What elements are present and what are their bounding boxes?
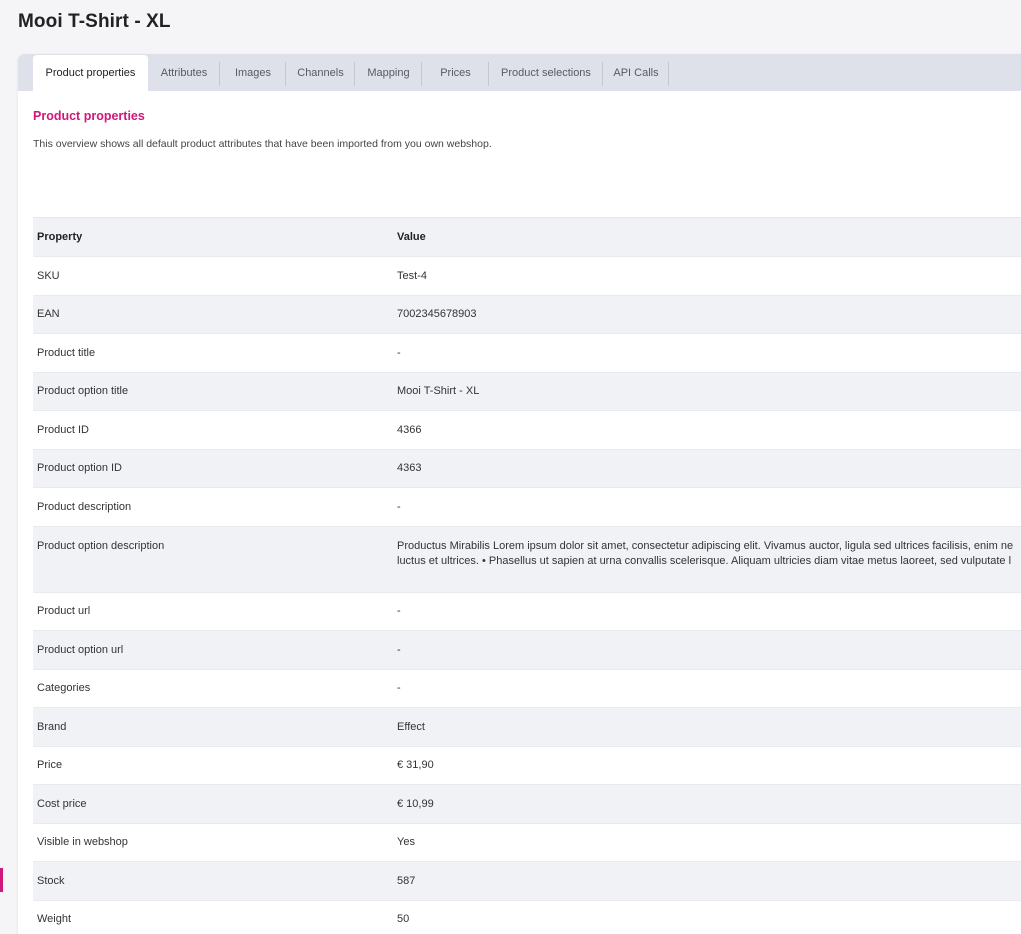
table-row [33,372,1021,411]
tab-bar [18,54,1021,91]
tab-attributes[interactable]: Attributes [148,55,220,91]
property-cell: Product option title [33,372,393,411]
table-row [33,449,1021,488]
tab-api-calls[interactable]: API Calls [603,55,669,91]
table-row [33,488,1021,527]
value-cell: - [393,631,1021,670]
property-cell: Weight [33,900,393,934]
tab-channels[interactable]: Channels [286,55,355,91]
table-row [33,823,1021,862]
property-cell: Categories [33,669,393,708]
section-title: Product properties [33,109,145,123]
table-row [33,785,1021,824]
section-description: This overview shows all default product attributes that have been imported from you own webshop. [33,138,492,150]
value-cell [393,526,1021,592]
value-cell: - [393,334,1021,373]
property-cell: Brand [33,708,393,747]
property-cell: Product title [33,334,393,373]
table-row [33,631,1021,670]
description-line: luctus et ultrices. • Phasellus ut sapien at urna convallis scelerisque. Aliquam ultricies diam vitae metus laoreet, sed vulputate l [397,554,1012,567]
tab-product-selections[interactable]: Product selections [489,55,603,91]
property-cell: Stock [33,862,393,901]
property-cell: EAN [33,295,393,334]
table-row [33,669,1021,708]
column-header-property: Property [33,218,393,257]
table-header-row [33,218,1021,257]
value-cell: - [393,488,1021,527]
table-row [33,526,1021,592]
page-title: Mooi T-Shirt - XL [18,11,171,32]
value-cell: - [393,669,1021,708]
value-cell: € 10,99 [393,785,1021,824]
value-cell: Test-4 [393,257,1021,296]
table-row [33,295,1021,334]
property-cell: Cost price [33,785,393,824]
tab-images[interactable]: Images [220,55,286,91]
description-line: Productus Mirabilis Lorem ipsum dolor sit amet, consectetur adipiscing elit. Vivamus auctor, ligula sed ultrices facilisis, enim ne [397,539,1014,552]
table-row [33,708,1021,747]
value-cell: 4366 [393,411,1021,450]
tab-product-properties[interactable]: Product properties [33,55,148,91]
property-cell: Visible in webshop [33,823,393,862]
table-row [33,746,1021,785]
property-cell: Product option ID [33,449,393,488]
property-cell: Product description [33,488,393,527]
table-row [33,257,1021,296]
table-row [33,862,1021,901]
value-cell: 4363 [393,449,1021,488]
table-row [33,334,1021,373]
tab-list [33,55,669,91]
property-cell: SKU [33,257,393,296]
value-cell: Effect [393,708,1021,747]
left-accent-bar [0,868,3,892]
tab-mapping[interactable]: Mapping [355,55,422,91]
tab-prices[interactable]: Prices [422,55,489,91]
product-panel [18,54,1021,934]
value-cell: 50 [393,900,1021,934]
value-cell: € 31,90 [393,746,1021,785]
value-cell: Yes [393,823,1021,862]
property-cell: Product ID [33,411,393,450]
property-cell: Product option description [33,526,393,592]
property-cell: Product option url [33,631,393,670]
value-cell: 587 [393,862,1021,901]
value-cell: 7002345678903 [393,295,1021,334]
table-row [33,900,1021,934]
property-cell: Product url [33,592,393,631]
value-cell: Mooi T-Shirt - XL [393,372,1021,411]
table-row [33,592,1021,631]
property-cell: Price [33,746,393,785]
properties-table [33,217,1021,934]
table-row [33,411,1021,450]
column-header-value: Value [393,218,1021,257]
value-cell: - [393,592,1021,631]
